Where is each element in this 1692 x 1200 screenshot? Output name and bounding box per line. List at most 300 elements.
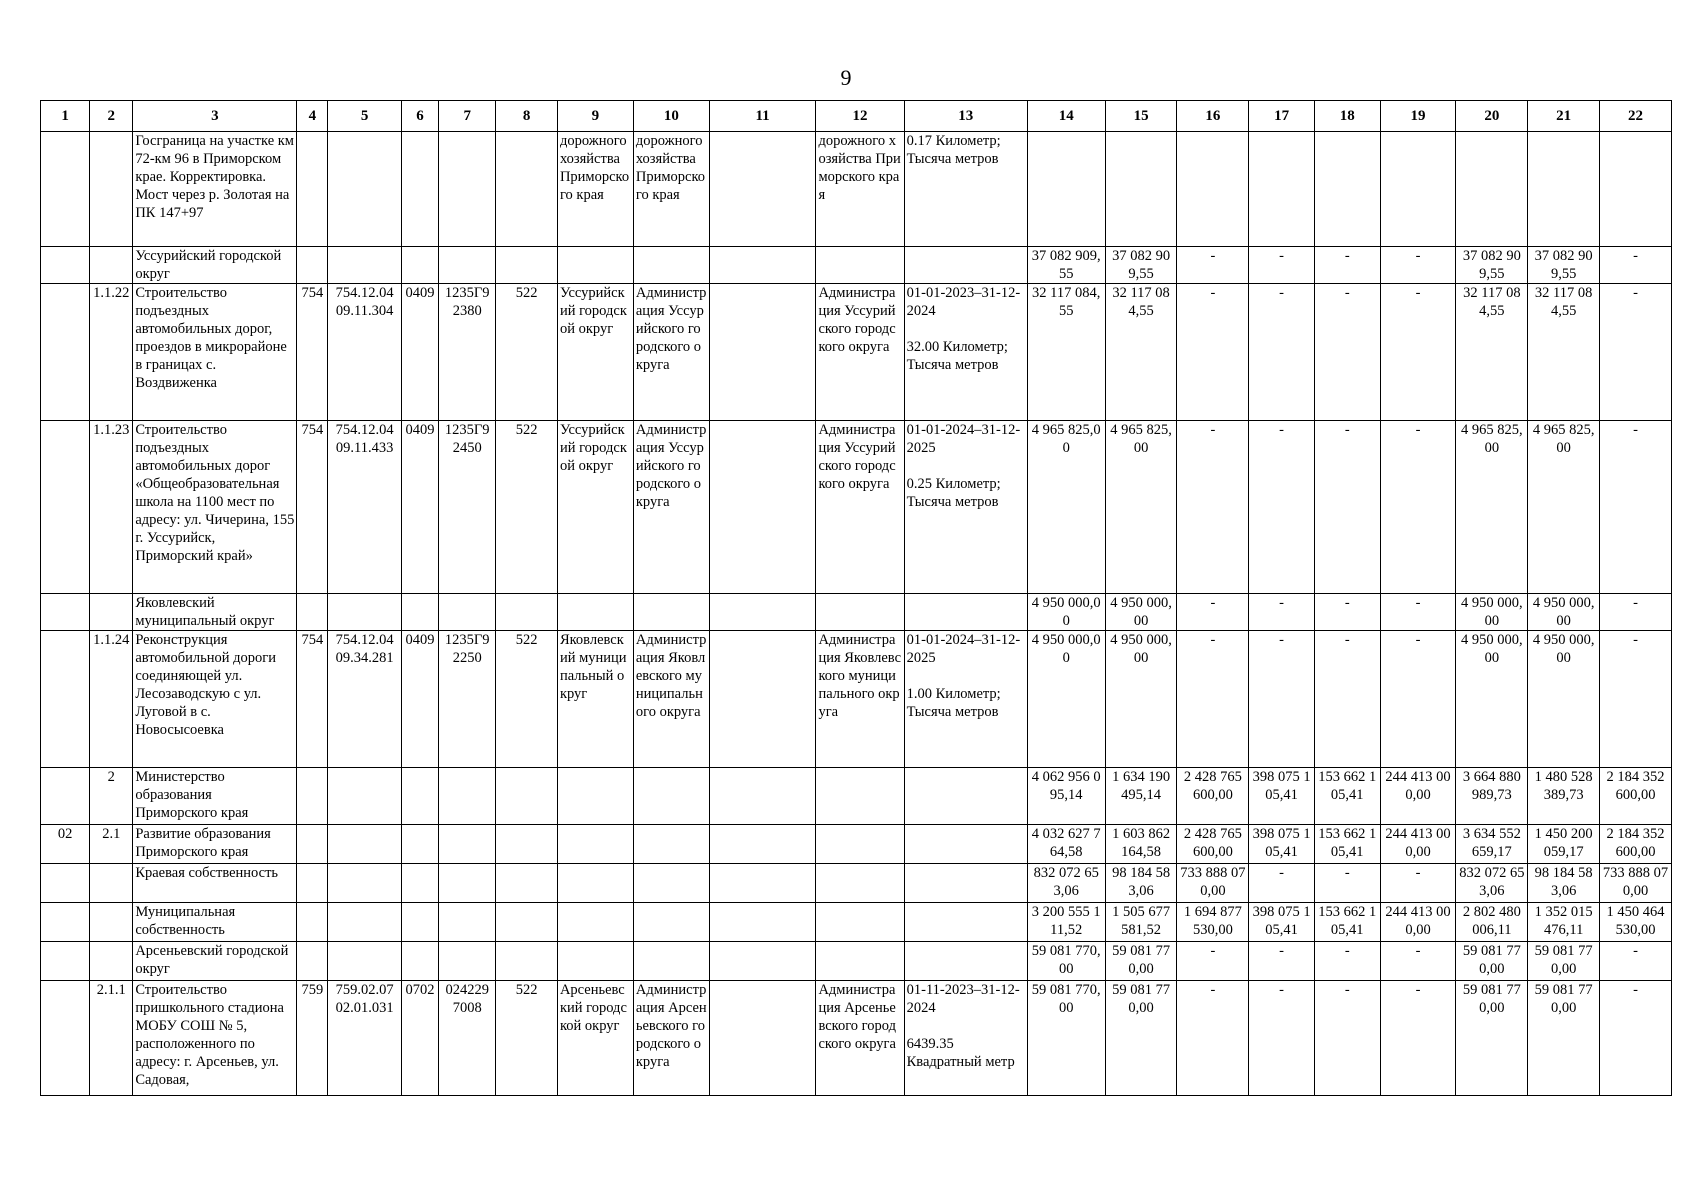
- column-header-6: 6: [402, 101, 439, 132]
- cell-col-7: [438, 132, 495, 247]
- cell-col-11: [709, 981, 816, 1096]
- cell-col-8: [496, 825, 558, 864]
- table-body: [41, 132, 1672, 1096]
- cell-col-6: 0409: [402, 631, 439, 768]
- cell-col-9: [557, 825, 633, 864]
- cell-col-20: [1456, 132, 1528, 247]
- cell-col-3: Краевая собственность: [133, 864, 297, 903]
- cell-col-16: -: [1177, 981, 1249, 1096]
- cell-col-9: Арсеньевский городской округ: [557, 981, 633, 1096]
- cell-col-22: 1 450 464 530,00: [1600, 903, 1672, 942]
- cell-col-16: [1177, 132, 1249, 247]
- cell-col-17: -: [1249, 247, 1315, 284]
- cell-col-19: -: [1380, 942, 1456, 981]
- cell-col-7: [438, 768, 495, 825]
- table-row: [41, 903, 1672, 942]
- cell-col-11: [709, 421, 816, 594]
- cell-col-20: 32 117 084,55: [1456, 284, 1528, 421]
- cell-col-2: 1.1.23: [90, 421, 133, 594]
- cell-col-16: 2 428 765 600,00: [1177, 768, 1249, 825]
- cell-col-15: 98 184 583,06: [1105, 864, 1177, 903]
- cell-col-2: [90, 247, 133, 284]
- cell-col-5: 754.12.04 09.11.304: [328, 284, 402, 421]
- cell-col-19: -: [1380, 864, 1456, 903]
- cell-col-21: 4 965 825,00: [1528, 421, 1600, 594]
- cell-col-3: Госграница на участке км 72-км 96 в Приморском крае. Корректировка. Мост через р. Золотая на ПК 147+97: [133, 132, 297, 247]
- cell-col-21: 37 082 909,55: [1528, 247, 1600, 284]
- cell-col-17: -: [1249, 284, 1315, 421]
- cell-col-6: 0702: [402, 981, 439, 1096]
- cell-col-6: [402, 247, 439, 284]
- cell-col-4: [297, 132, 328, 247]
- cell-col-18: -: [1314, 247, 1380, 284]
- cell-col-10: Администрация Яковлевского муниципального округа: [633, 631, 709, 768]
- cell-col-4: [297, 768, 328, 825]
- cell-col-2: [90, 132, 133, 247]
- cell-col-11: [709, 903, 816, 942]
- cell-col-2: [90, 903, 133, 942]
- cell-col-11: [709, 132, 816, 247]
- cell-col-11: [709, 247, 816, 284]
- cell-col-6: [402, 768, 439, 825]
- column-header-18: 18: [1314, 101, 1380, 132]
- cell-col-3: Министерство образования Приморского края: [133, 768, 297, 825]
- cell-col-16: 733 888 070,00: [1177, 864, 1249, 903]
- cell-col-16: 1 694 877 530,00: [1177, 903, 1249, 942]
- table-row: [41, 284, 1672, 421]
- cell-col-20: 3 634 552 659,17: [1456, 825, 1528, 864]
- cell-col-20: 59 081 770,00: [1456, 981, 1528, 1096]
- cell-col-20: 37 082 909,55: [1456, 247, 1528, 284]
- cell-col-7: [438, 864, 495, 903]
- cell-col-10: Администрация Уссурийского городского округа: [633, 421, 709, 594]
- cell-col-8: [496, 247, 558, 284]
- cell-col-10: [633, 825, 709, 864]
- cell-col-18: -: [1314, 631, 1380, 768]
- cell-col-15: 4 965 825,00: [1105, 421, 1177, 594]
- cell-col-13: 01-01-2023–31-12-2024 32.00 Километр; Тысяча метров: [904, 284, 1027, 421]
- cell-col-14: 3 200 555 111,52: [1027, 903, 1105, 942]
- cell-col-12: [816, 864, 904, 903]
- cell-col-12: дорожного хозяйства Приморского края: [816, 132, 904, 247]
- cell-col-15: 1 634 190 495,14: [1105, 768, 1177, 825]
- table-row: [41, 864, 1672, 903]
- cell-col-6: 0409: [402, 284, 439, 421]
- column-header-3: 3: [133, 101, 297, 132]
- cell-col-13: 01-11-2023–31-12-2024 6439.35 Квадратный метр: [904, 981, 1027, 1096]
- cell-col-8: 522: [496, 981, 558, 1096]
- column-header-4: 4: [297, 101, 328, 132]
- cell-col-17: -: [1249, 864, 1315, 903]
- cell-col-22: -: [1600, 594, 1672, 631]
- cell-col-17: -: [1249, 421, 1315, 594]
- cell-col-21: 32 117 084,55: [1528, 284, 1600, 421]
- cell-col-10: [633, 942, 709, 981]
- column-header-5: 5: [328, 101, 402, 132]
- cell-col-4: [297, 594, 328, 631]
- cell-col-4: 754: [297, 284, 328, 421]
- cell-col-11: [709, 864, 816, 903]
- cell-col-6: [402, 864, 439, 903]
- cell-col-2: 1.1.22: [90, 284, 133, 421]
- table-row: [41, 247, 1672, 284]
- cell-col-3: Муниципальная собственность: [133, 903, 297, 942]
- cell-col-21: 1 352 015 476,11: [1528, 903, 1600, 942]
- cell-col-5: 759.02.07 02.01.031: [328, 981, 402, 1096]
- cell-col-10: [633, 903, 709, 942]
- cell-col-10: [633, 768, 709, 825]
- cell-col-18: -: [1314, 284, 1380, 421]
- cell-col-8: [496, 864, 558, 903]
- cell-col-17: -: [1249, 942, 1315, 981]
- cell-col-22: -: [1600, 631, 1672, 768]
- cell-col-6: 0409: [402, 421, 439, 594]
- cell-col-10: [633, 247, 709, 284]
- cell-col-2: 2: [90, 768, 133, 825]
- cell-col-13: [904, 594, 1027, 631]
- table-row: [41, 132, 1672, 247]
- cell-col-5: [328, 864, 402, 903]
- cell-col-7: 024229 7008: [438, 981, 495, 1096]
- cell-col-2: 2.1: [90, 825, 133, 864]
- cell-col-15: 1 505 677 581,52: [1105, 903, 1177, 942]
- cell-col-4: [297, 864, 328, 903]
- cell-col-19: 244 413 000,00: [1380, 825, 1456, 864]
- cell-col-3: Строительство пришкольного стадиона МОБУ СОШ № 5, расположенного по адресу: г. Арсеньев, ул. Садовая,: [133, 981, 297, 1096]
- cell-col-3: Развитие образования Приморского края: [133, 825, 297, 864]
- column-header-22: 22: [1600, 101, 1672, 132]
- cell-col-16: -: [1177, 942, 1249, 981]
- cell-col-13: [904, 864, 1027, 903]
- cell-col-20: 3 664 880 989,73: [1456, 768, 1528, 825]
- cell-col-22: -: [1600, 942, 1672, 981]
- cell-col-5: [328, 903, 402, 942]
- column-header-1: 1: [41, 101, 90, 132]
- cell-col-3: Строительство подъездных автомобильных дорог, проездов в микрорайоне в границах с. Воздвиженка: [133, 284, 297, 421]
- cell-col-8: [496, 132, 558, 247]
- cell-col-9: [557, 768, 633, 825]
- table-row: [41, 421, 1672, 594]
- cell-col-5: [328, 247, 402, 284]
- cell-col-7: [438, 903, 495, 942]
- cell-col-12: [816, 942, 904, 981]
- cell-col-14: 832 072 653,06: [1027, 864, 1105, 903]
- cell-col-10: [633, 594, 709, 631]
- column-header-14: 14: [1027, 101, 1105, 132]
- cell-col-9: дорожного хозяйства Приморского края: [557, 132, 633, 247]
- cell-col-14: 4 062 956 095,14: [1027, 768, 1105, 825]
- cell-col-3: Реконструкция автомобильной дороги соединяющей ул. Лесозаводскую с ул. Луговой в с. Новосысоевка: [133, 631, 297, 768]
- cell-col-9: Уссурийский городской округ: [557, 284, 633, 421]
- cell-col-19: 244 413 000,00: [1380, 903, 1456, 942]
- cell-col-14: 4 032 627 764,58: [1027, 825, 1105, 864]
- cell-col-7: 1235Г9 2250: [438, 631, 495, 768]
- cell-col-16: -: [1177, 284, 1249, 421]
- cell-col-20: 4 965 825,00: [1456, 421, 1528, 594]
- cell-col-14: 4 950 000,00: [1027, 594, 1105, 631]
- cell-col-15: [1105, 132, 1177, 247]
- cell-col-1: [41, 942, 90, 981]
- cell-col-12: Администрация Уссурийского городского округа: [816, 284, 904, 421]
- cell-col-9: Яковлевский муниципальный округ: [557, 631, 633, 768]
- cell-col-18: [1314, 132, 1380, 247]
- cell-col-7: [438, 594, 495, 631]
- cell-col-19: 244 413 000,00: [1380, 768, 1456, 825]
- cell-col-12: Администрация Яковлевского муниципального округа: [816, 631, 904, 768]
- cell-col-21: 4 950 000,00: [1528, 594, 1600, 631]
- table-row: [41, 594, 1672, 631]
- cell-col-21: 4 950 000,00: [1528, 631, 1600, 768]
- cell-col-5: [328, 594, 402, 631]
- column-header-2: 2: [90, 101, 133, 132]
- cell-col-7: 1235Г9 2450: [438, 421, 495, 594]
- cell-col-6: [402, 594, 439, 631]
- cell-col-21: [1528, 132, 1600, 247]
- cell-col-17: -: [1249, 594, 1315, 631]
- cell-col-20: 2 802 480 006,11: [1456, 903, 1528, 942]
- cell-col-15: 4 950 000,00: [1105, 631, 1177, 768]
- column-header-17: 17: [1249, 101, 1315, 132]
- cell-col-21: 98 184 583,06: [1528, 864, 1600, 903]
- cell-col-11: [709, 942, 816, 981]
- cell-col-16: -: [1177, 247, 1249, 284]
- cell-col-5: [328, 768, 402, 825]
- cell-col-22: 2 184 352 600,00: [1600, 825, 1672, 864]
- table-row: [41, 768, 1672, 825]
- cell-col-5: [328, 825, 402, 864]
- cell-col-15: 1 603 862 164,58: [1105, 825, 1177, 864]
- cell-col-4: [297, 247, 328, 284]
- cell-col-1: [41, 864, 90, 903]
- cell-col-19: -: [1380, 247, 1456, 284]
- cell-col-2: 2.1.1: [90, 981, 133, 1096]
- cell-col-19: -: [1380, 981, 1456, 1096]
- cell-col-11: [709, 825, 816, 864]
- cell-col-18: -: [1314, 864, 1380, 903]
- cell-col-4: [297, 825, 328, 864]
- cell-col-10: [633, 864, 709, 903]
- cell-col-11: [709, 594, 816, 631]
- cell-col-9: Уссурийский городской округ: [557, 421, 633, 594]
- cell-col-9: [557, 864, 633, 903]
- cell-col-10: Администрация Уссурийского городского округа: [633, 284, 709, 421]
- cell-col-4: 754: [297, 631, 328, 768]
- cell-col-15: 37 082 909,55: [1105, 247, 1177, 284]
- cell-col-15: 59 081 770,00: [1105, 942, 1177, 981]
- column-header-19: 19: [1380, 101, 1456, 132]
- table-row: [41, 825, 1672, 864]
- cell-col-3: Арсеньевский городской округ: [133, 942, 297, 981]
- cell-col-18: -: [1314, 594, 1380, 631]
- column-header-10: 10: [633, 101, 709, 132]
- cell-col-8: [496, 594, 558, 631]
- column-header-7: 7: [438, 101, 495, 132]
- table-header: [41, 101, 1672, 132]
- cell-col-1: [41, 631, 90, 768]
- cell-col-1: 02: [41, 825, 90, 864]
- cell-col-17: 398 075 105,41: [1249, 903, 1315, 942]
- cell-col-14: [1027, 132, 1105, 247]
- cell-col-22: 2 184 352 600,00: [1600, 768, 1672, 825]
- budget-table: [40, 100, 1672, 1096]
- cell-col-12: [816, 825, 904, 864]
- cell-col-17: -: [1249, 631, 1315, 768]
- cell-col-22: -: [1600, 421, 1672, 594]
- cell-col-9: [557, 903, 633, 942]
- cell-col-19: -: [1380, 594, 1456, 631]
- cell-col-15: 59 081 770,00: [1105, 981, 1177, 1096]
- cell-col-4: 759: [297, 981, 328, 1096]
- cell-col-7: 1235Г9 2380: [438, 284, 495, 421]
- column-header-20: 20: [1456, 101, 1528, 132]
- cell-col-4: [297, 942, 328, 981]
- cell-col-1: [41, 903, 90, 942]
- cell-col-8: 522: [496, 421, 558, 594]
- cell-col-19: [1380, 132, 1456, 247]
- cell-col-3: Строительство подъездных автомобильных дорог «Общеобразовательная школа на 1100 мест по адресу: ул. Чичерина, 155 г. Уссурийск, Приморский край»: [133, 421, 297, 594]
- cell-col-20: 832 072 653,06: [1456, 864, 1528, 903]
- cell-col-16: -: [1177, 631, 1249, 768]
- cell-col-17: 398 075 105,41: [1249, 768, 1315, 825]
- cell-col-18: -: [1314, 981, 1380, 1096]
- cell-col-20: 59 081 770,00: [1456, 942, 1528, 981]
- cell-col-2: 1.1.24: [90, 631, 133, 768]
- cell-col-21: 1 450 200 059,17: [1528, 825, 1600, 864]
- cell-col-9: [557, 942, 633, 981]
- cell-col-20: 4 950 000,00: [1456, 594, 1528, 631]
- cell-col-3: Уссурийский городской округ: [133, 247, 297, 284]
- cell-col-22: [1600, 132, 1672, 247]
- table-row: [41, 981, 1672, 1096]
- cell-col-18: -: [1314, 421, 1380, 594]
- cell-col-8: [496, 903, 558, 942]
- cell-col-7: [438, 825, 495, 864]
- header-row: [41, 101, 1672, 132]
- cell-col-14: 59 081 770,00: [1027, 981, 1105, 1096]
- cell-col-14: 59 081 770,00: [1027, 942, 1105, 981]
- cell-col-17: [1249, 132, 1315, 247]
- cell-col-15: 4 950 000,00: [1105, 594, 1177, 631]
- cell-col-13: [904, 825, 1027, 864]
- cell-col-1: [41, 132, 90, 247]
- cell-col-13: 01-01-2024–31-12-2025 1.00 Километр; Тысяча метров: [904, 631, 1027, 768]
- column-header-15: 15: [1105, 101, 1177, 132]
- cell-col-5: 754.12.04 09.34.281: [328, 631, 402, 768]
- cell-col-1: [41, 981, 90, 1096]
- cell-col-12: [816, 903, 904, 942]
- cell-col-8: 522: [496, 631, 558, 768]
- cell-col-14: 4 965 825,00: [1027, 421, 1105, 594]
- table-row: [41, 631, 1672, 768]
- cell-col-8: [496, 768, 558, 825]
- cell-col-11: [709, 768, 816, 825]
- cell-col-12: Администрация Уссурийского городского округа: [816, 421, 904, 594]
- cell-col-12: Администрация Арсеньевского городского округа: [816, 981, 904, 1096]
- cell-col-10: Администрация Арсеньевского городского округа: [633, 981, 709, 1096]
- cell-col-14: 37 082 909,55: [1027, 247, 1105, 284]
- cell-col-21: 1 480 528 389,73: [1528, 768, 1600, 825]
- cell-col-17: -: [1249, 981, 1315, 1096]
- cell-col-19: -: [1380, 631, 1456, 768]
- cell-col-4: [297, 903, 328, 942]
- cell-col-5: 754.12.04 09.11.433: [328, 421, 402, 594]
- cell-col-9: [557, 594, 633, 631]
- table-row: [41, 942, 1672, 981]
- column-header-13: 13: [904, 101, 1027, 132]
- cell-col-8: [496, 942, 558, 981]
- cell-col-22: 733 888 070,00: [1600, 864, 1672, 903]
- column-header-12: 12: [816, 101, 904, 132]
- cell-col-16: -: [1177, 594, 1249, 631]
- cell-col-1: [41, 594, 90, 631]
- cell-col-4: 754: [297, 421, 328, 594]
- cell-col-22: -: [1600, 247, 1672, 284]
- cell-col-1: [41, 247, 90, 284]
- cell-col-12: [816, 594, 904, 631]
- cell-col-12: [816, 768, 904, 825]
- cell-col-13: [904, 942, 1027, 981]
- cell-col-2: [90, 942, 133, 981]
- cell-col-6: [402, 942, 439, 981]
- cell-col-1: [41, 768, 90, 825]
- cell-col-13: 01-01-2024–31-12-2025 0.25 Километр; Тысяча метров: [904, 421, 1027, 594]
- cell-col-18: -: [1314, 942, 1380, 981]
- cell-col-16: 2 428 765 600,00: [1177, 825, 1249, 864]
- cell-col-13: [904, 903, 1027, 942]
- cell-col-9: [557, 247, 633, 284]
- cell-col-12: [816, 247, 904, 284]
- cell-col-21: 59 081 770,00: [1528, 942, 1600, 981]
- cell-col-21: 59 081 770,00: [1528, 981, 1600, 1096]
- cell-col-6: [402, 825, 439, 864]
- cell-col-6: [402, 132, 439, 247]
- cell-col-13: [904, 768, 1027, 825]
- cell-col-20: 4 950 000,00: [1456, 631, 1528, 768]
- cell-col-17: 398 075 105,41: [1249, 825, 1315, 864]
- cell-col-8: 522: [496, 284, 558, 421]
- cell-col-13: 0.17 Километр; Тысяча метров: [904, 132, 1027, 247]
- column-header-9: 9: [557, 101, 633, 132]
- cell-col-5: [328, 942, 402, 981]
- cell-col-6: [402, 903, 439, 942]
- cell-col-18: 153 662 105,41: [1314, 903, 1380, 942]
- cell-col-14: 4 950 000,00: [1027, 631, 1105, 768]
- cell-col-7: [438, 942, 495, 981]
- cell-col-18: 153 662 105,41: [1314, 768, 1380, 825]
- cell-col-22: -: [1600, 981, 1672, 1096]
- cell-col-16: -: [1177, 421, 1249, 594]
- page-number: 9: [840, 65, 852, 90]
- column-header-16: 16: [1177, 101, 1249, 132]
- cell-col-7: [438, 247, 495, 284]
- cell-col-14: 32 117 084,55: [1027, 284, 1105, 421]
- cell-col-5: [328, 132, 402, 247]
- column-header-11: 11: [709, 101, 816, 132]
- cell-col-10: дорожного хозяйства Приморского края: [633, 132, 709, 247]
- cell-col-18: 153 662 105,41: [1314, 825, 1380, 864]
- cell-col-1: [41, 284, 90, 421]
- cell-col-2: [90, 594, 133, 631]
- cell-col-13: [904, 247, 1027, 284]
- column-header-8: 8: [496, 101, 558, 132]
- cell-col-2: [90, 864, 133, 903]
- cell-col-22: -: [1600, 284, 1672, 421]
- cell-col-3: Яковлевский муниципальный округ: [133, 594, 297, 631]
- cell-col-1: [41, 421, 90, 594]
- cell-col-19: -: [1380, 421, 1456, 594]
- column-header-21: 21: [1528, 101, 1600, 132]
- cell-col-11: [709, 284, 816, 421]
